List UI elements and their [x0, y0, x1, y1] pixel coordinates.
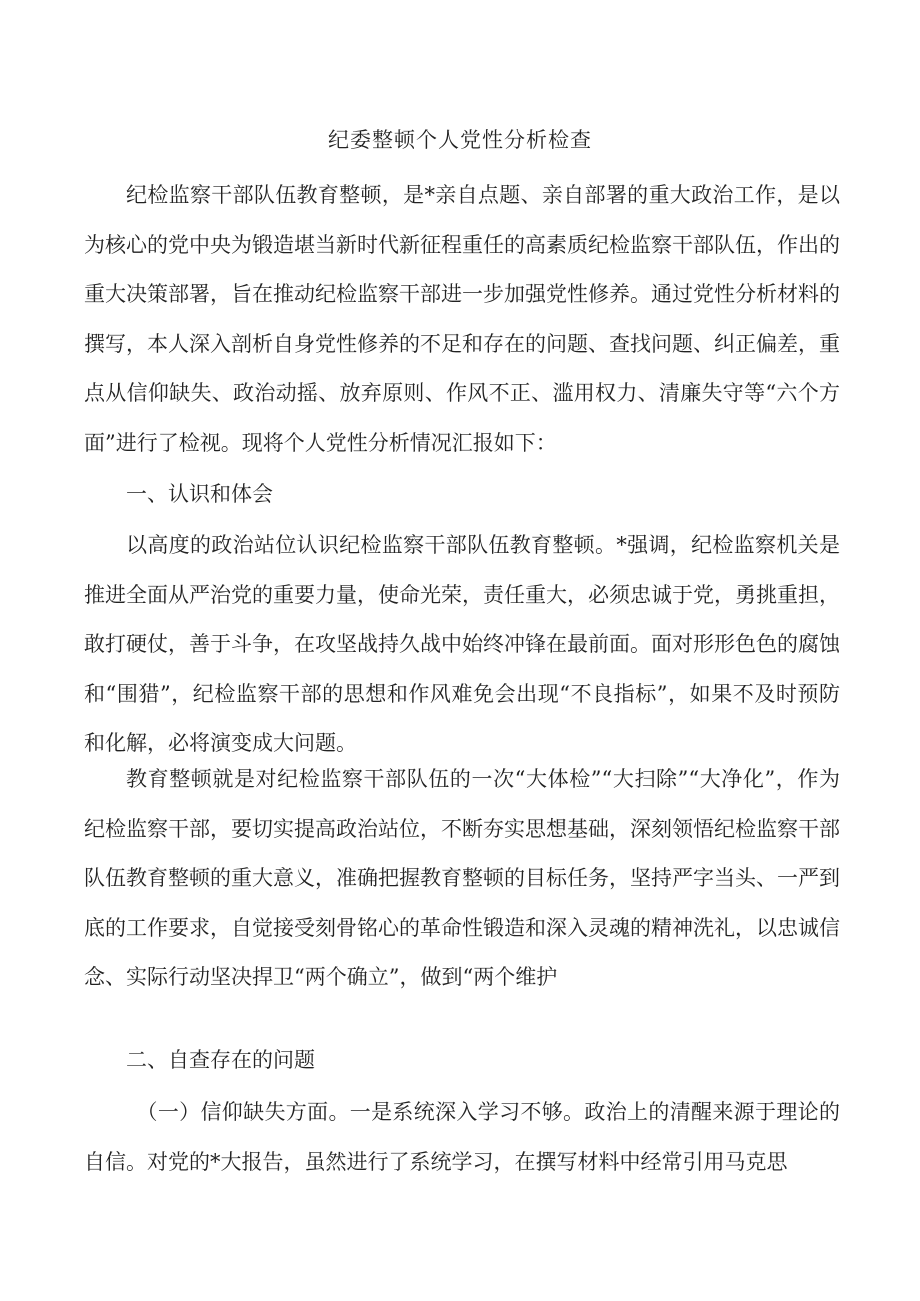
section-heading-1: 一、认识和体会 — [126, 482, 273, 506]
section1-paragraph-1: 以高度的政治站位认识纪检监察干部队伍教育整顿。*强调，纪检监察机关是推进全面从严治党的重要力量，使命光荣，责任重大，必须忠诚于党，勇挑重担，敢打硬仗，善于斗争，在攻坚战持久战中始终冲锋在最前面。面对形形色色的腐蚀和“围猎”，纪检监察干部的思想和作风难免会出现“不良指标”，如果不及时预防和化解，必将演变成大问题。 — [84, 533, 840, 755]
intro-paragraph: 纪检监察干部队伍教育整顿，是*亲自点题、亲自部署的重大政治工作，是以为核心的党中央为锻造堪当新时代新征程重任的高素质纪检监察干部队伍，作出的重大决策部署，旨在推动纪检监察干部进一步加强党性修养。通过党性分析材料的撰写，本人深入剖析自身党性修养的不足和存在的问题、查找问题、纠正偏差，重点从信仰缺失、政治动摇、放弃原则、作风不正、滥用权力、清廉失守等“六个方面”进行了检视。现将个人党性分析情况汇报如下： — [84, 183, 840, 455]
document-title: 纪委整顿个人党性分析检查 — [328, 128, 592, 152]
section-heading-2: 二、自查存在的问题 — [126, 1048, 315, 1072]
section1-paragraph-2: 教育整顿就是对纪检监察干部队伍的一次“大体检”“大扫除”“大净化”，作为纪检监察干部，要切实提高政治站位，不断夯实思想基础，深刻领悟纪检监察干部队伍教育整顿的重大意义，准确把握教育整顿的目标任务，坚持严字当头、一严到底的工作要求，自觉接受刻骨铭心的革命性锻造和深入灵魂的精神洗礼，以忠诚信念、实际行动坚决捍卫“两个确立”，做到“两个维护 — [84, 767, 840, 989]
section2-paragraph-1: （一）信仰缺失方面。一是系统深入学习不够。政治上的清醒来源于理论的自信。对党的*大报告，虽然进行了系统学习，在撰写材料中经常引用马克思 — [84, 1100, 840, 1174]
